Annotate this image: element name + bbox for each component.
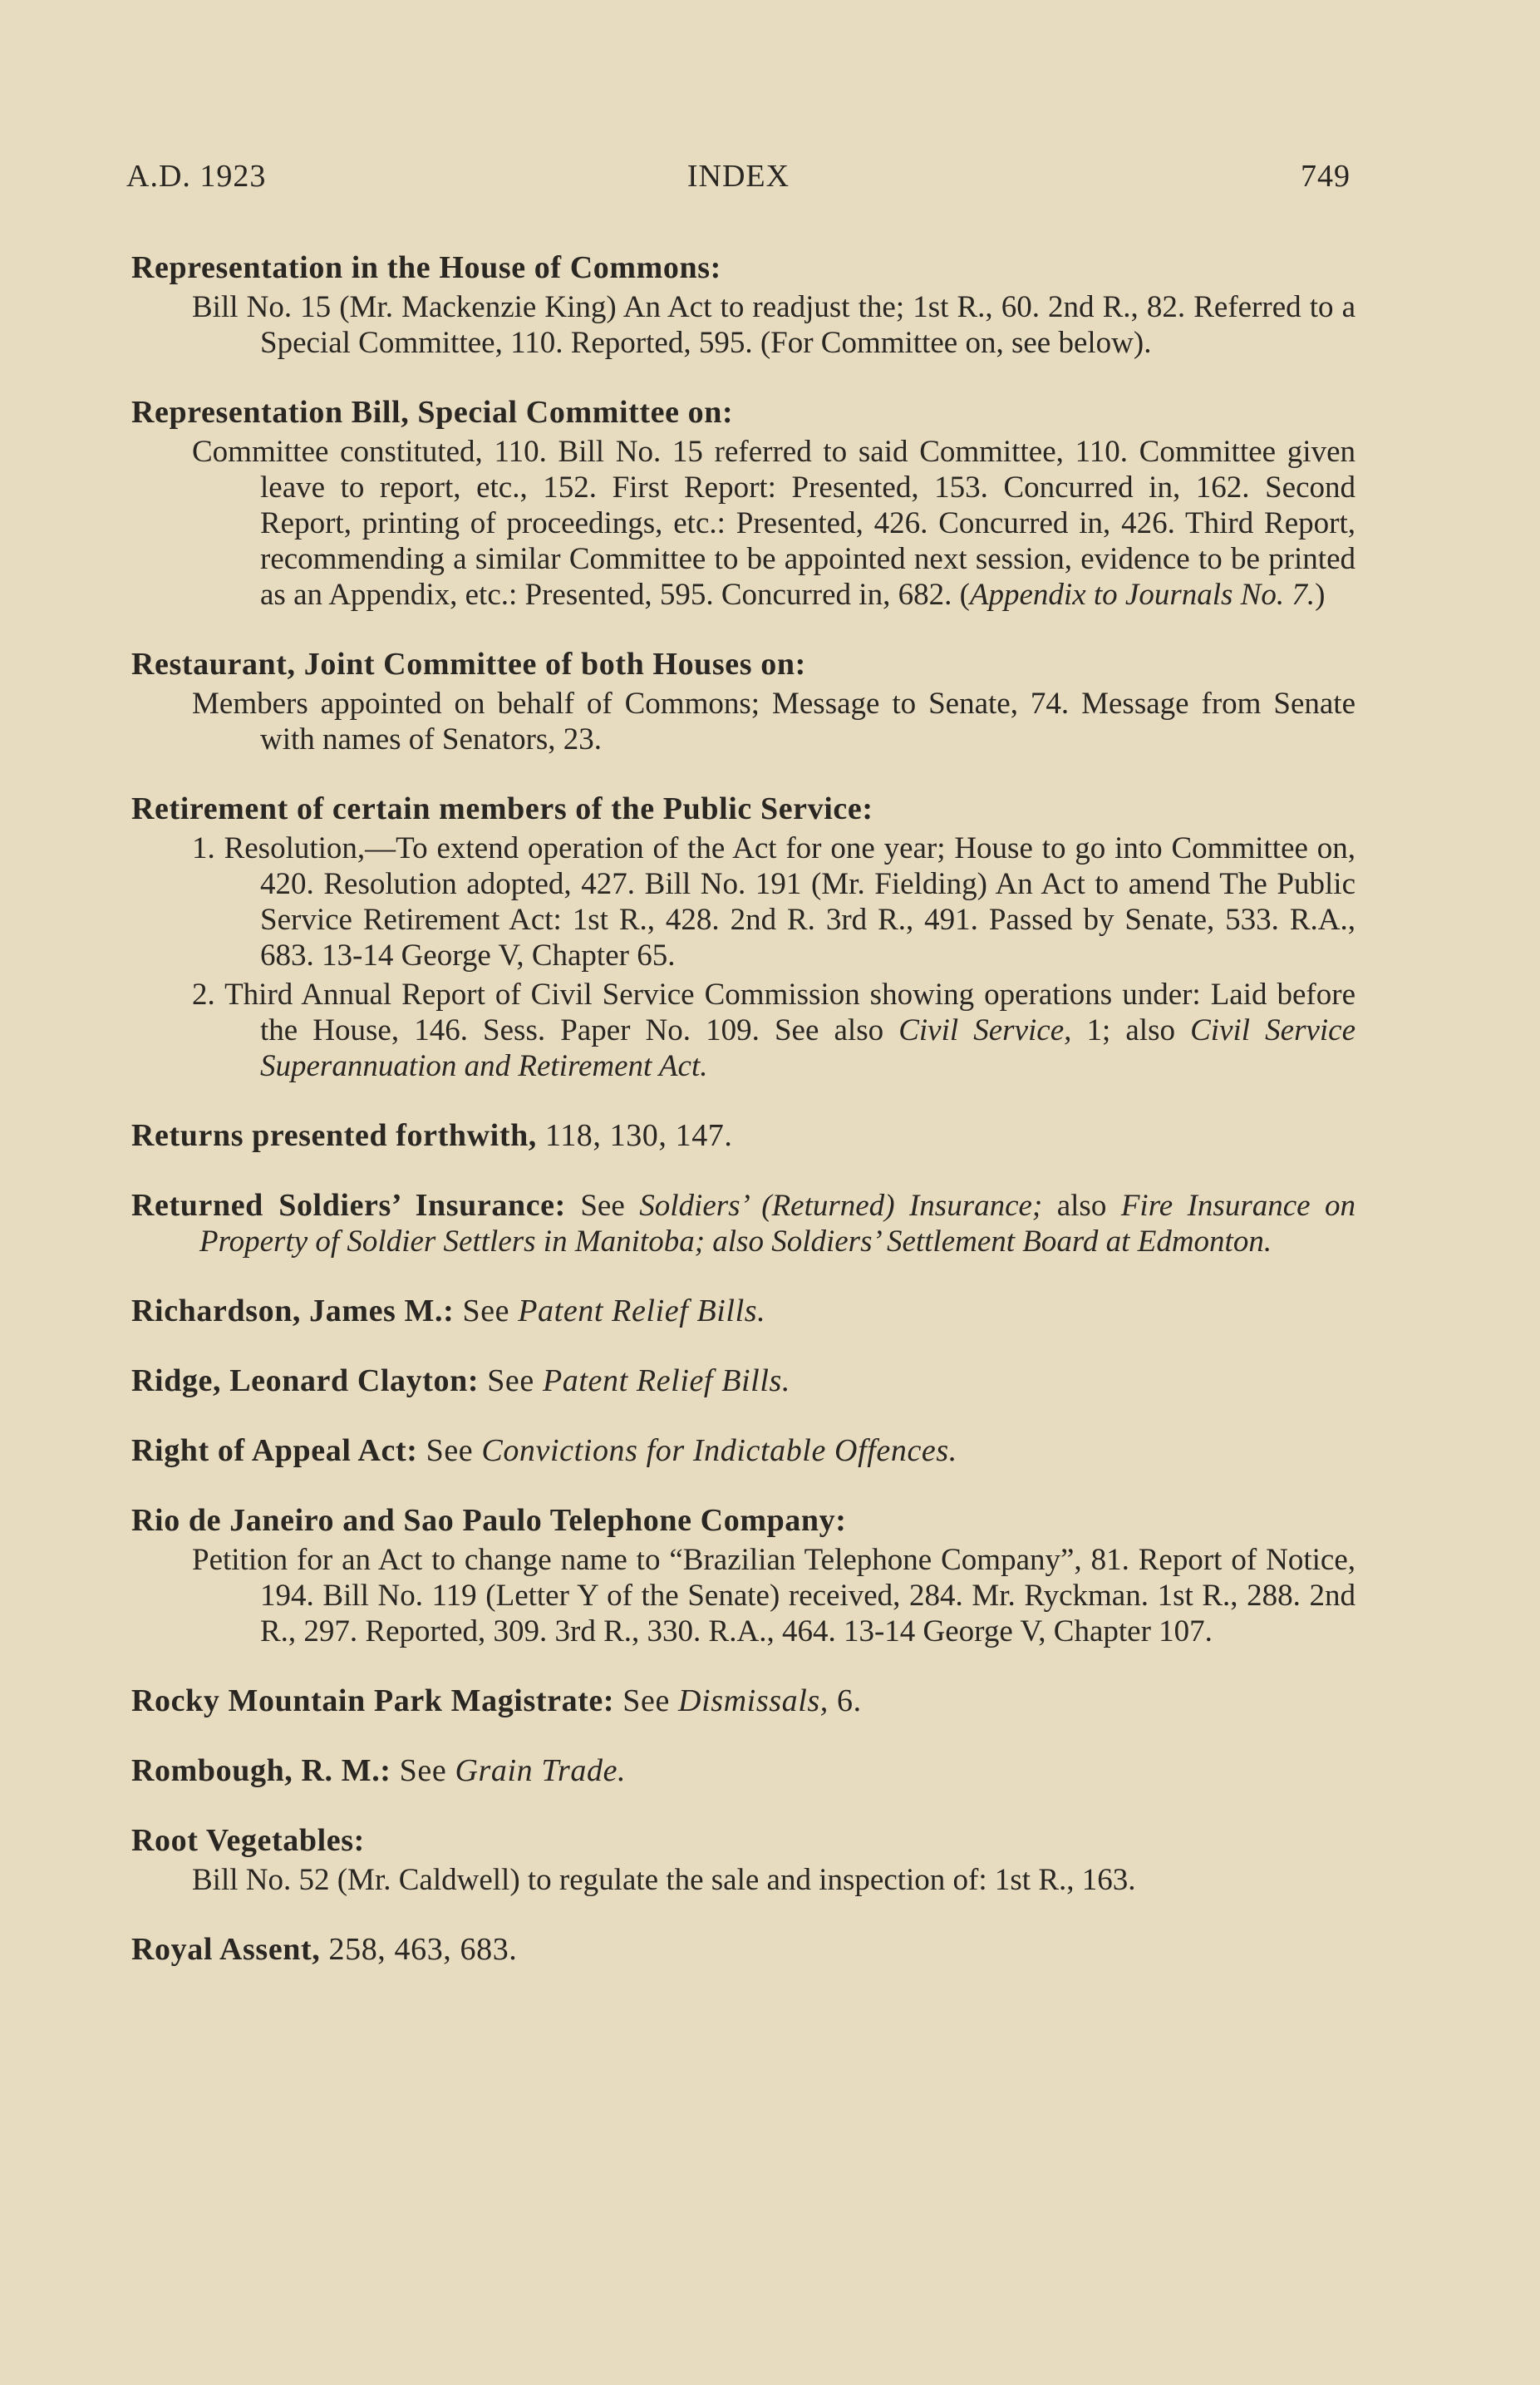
see-word: See bbox=[462, 1294, 510, 1328]
entry-heading: Root Vegetables: bbox=[131, 1823, 365, 1858]
index-entry bbox=[131, 249, 1355, 361]
cross-reference: Patent Relief Bills. bbox=[542, 1363, 790, 1398]
entry-heading: Rocky Mountain Park Magistrate: bbox=[131, 1683, 615, 1718]
entry-body: Members appointed on behalf of Commons; Message to Senate, 74. Message from Senate with names of Senators, 23. bbox=[192, 687, 1355, 756]
see-word: See bbox=[580, 1189, 625, 1223]
index-entry bbox=[131, 1502, 1355, 1649]
index-entry bbox=[131, 1117, 1355, 1154]
index-entry bbox=[131, 646, 1355, 757]
index-entries bbox=[131, 249, 1355, 2001]
entry-line bbox=[131, 1683, 1355, 1719]
appendix-reference: Appendix to Journals No. 7. bbox=[969, 578, 1316, 612]
index-entry bbox=[131, 1187, 1355, 1259]
entry-body-text: Committee constituted, 110. Bill No. 15 referred to said Committee, 110. Committee given leave to report, etc., 152. First Report: Presented, 153. Concurred in, 162. Second Report, printing of proceedings, etc.: Presented, 426. Concurred in, 426. Third Report, recommending a similar Committee to be appointed next session, evidence to be printed as an Appendix, etc.: Presented, 595. Concurred in, 682. bbox=[192, 435, 1355, 612]
entry-heading: Right of Appeal Act: bbox=[131, 1433, 418, 1468]
entry-line bbox=[131, 1432, 1355, 1469]
also-word: also bbox=[1056, 1189, 1107, 1223]
entry-heading: Rio de Janeiro and Sao Paulo Telephone Company: bbox=[131, 1503, 847, 1538]
cross-reference: Civil Service Superannuation and Retirement Act. bbox=[260, 1013, 1356, 1083]
entry-heading: Royal Assent, bbox=[131, 1932, 321, 1967]
cross-reference: Patent Relief Bills. bbox=[518, 1294, 766, 1328]
entry-heading: Restaurant, Joint Committee of both Houses on: bbox=[131, 647, 806, 682]
item-text: 2. Third Annual Report of Civil Service Commission showing operations under: Laid before the House, 146. Sess. Paper No. 109. See also bbox=[192, 978, 1355, 1047]
cross-reference: Returned bbox=[771, 1189, 885, 1223]
page-refs: 258, 463, 683. bbox=[328, 1932, 518, 1967]
entry-line bbox=[131, 1752, 1355, 1789]
entry-heading: Retirement of certain members of the Public Service: bbox=[131, 791, 873, 826]
entry-heading: Representation in the House of Commons: bbox=[131, 250, 721, 285]
entry-heading: Richardson, James M.: bbox=[131, 1294, 455, 1328]
index-entry bbox=[131, 1432, 1355, 1469]
entry-line bbox=[131, 1187, 1355, 1259]
numbered-item: 1. Resolution,—To extend operation of the Act for one year; House to go into Committee on, 420. Resolution adopted, 427. Bill No. 191 (Mr. Fielding) An Act to amend The Public Service Retirement Act: 1st R., 428. 2nd R. 3rd R., 491. Passed by Senate, 533. R.A., 683. 13-14 George V, Chapter 65. bbox=[192, 831, 1355, 973]
see-word: See bbox=[426, 1433, 474, 1468]
header-year: A.D. 1923 bbox=[126, 159, 267, 194]
see-word: See bbox=[487, 1363, 534, 1398]
page-refs: 118, 130, 147. bbox=[545, 1118, 733, 1153]
entry-heading: Returned Soldiers’ Insurance: bbox=[131, 1188, 566, 1223]
entry-heading: Rombough, R. M.: bbox=[131, 1753, 391, 1788]
see-word: See bbox=[622, 1683, 670, 1718]
entry-body: Bill No. 52 (Mr. Caldwell) to regulate the sale and inspection of: 1st R., 163. bbox=[192, 1863, 1136, 1897]
running-header bbox=[126, 158, 1351, 204]
item-text: 1; also bbox=[1086, 1013, 1175, 1047]
index-entry bbox=[131, 791, 1355, 1084]
cross-reference: ) Insurance; bbox=[884, 1189, 1043, 1223]
page-refs: 6. bbox=[836, 1683, 862, 1718]
cross-reference: Civil Service, bbox=[898, 1013, 1072, 1047]
ref-close: ) bbox=[1315, 578, 1326, 612]
entry-body: Petition for an Act to change name to “Brazilian Telephone Company”, 81. Report of Notice, 194. Bill No. 119 (Letter Y of the Senate) received, 284. Mr. Ryckman. 1st R., 288. 2nd R., 297. Reported, 309. 3rd R., 330. R.A., 464. 13-14 George V, Chapter 107. bbox=[192, 1543, 1355, 1648]
entry-heading-text: Returns presented forthwith, bbox=[131, 1118, 537, 1153]
index-entry bbox=[131, 1931, 1355, 1968]
see-word: See bbox=[399, 1753, 447, 1788]
cross-reference: Dismissals, bbox=[678, 1683, 829, 1718]
index-entry bbox=[131, 1752, 1355, 1789]
entry-line bbox=[131, 1931, 1355, 1968]
entry-heading: Ridge, Leonard Clayton: bbox=[131, 1363, 480, 1398]
page-number: 749 bbox=[1301, 159, 1351, 194]
index-entry bbox=[131, 1293, 1355, 1329]
cross-reference: Grain Trade. bbox=[455, 1753, 627, 1788]
numbered-item bbox=[131, 977, 1355, 1084]
index-entry bbox=[131, 1363, 1355, 1399]
entry-heading bbox=[131, 1117, 1355, 1154]
entry-line bbox=[131, 1363, 1355, 1399]
entry-body bbox=[131, 434, 1355, 613]
index-entry bbox=[131, 1822, 1355, 1898]
entry-heading: Representation Bill, Special Committee on: bbox=[131, 395, 734, 430]
entry-line bbox=[131, 1293, 1355, 1329]
index-entry bbox=[131, 1683, 1355, 1719]
cross-reference: Soldiers’ ( bbox=[639, 1189, 772, 1223]
header-title: INDEX bbox=[686, 159, 790, 194]
cross-reference: Fire Insurance on Property of Soldier Settlers in Manitoba; also Soldiers’ Settlement Board at Edmonton. bbox=[199, 1189, 1356, 1259]
index-entry bbox=[131, 394, 1355, 613]
cross-reference: Convictions for Indictable Offences. bbox=[481, 1433, 957, 1468]
entry-body: Bill No. 15 (Mr. Mackenzie King) An Act to readjust the; 1st R., 60. 2nd R., 82. Referred to a Special Committee, 110. Reported, 595. (For Committee on, see below). bbox=[192, 290, 1355, 360]
ref-open: ( bbox=[959, 578, 970, 612]
